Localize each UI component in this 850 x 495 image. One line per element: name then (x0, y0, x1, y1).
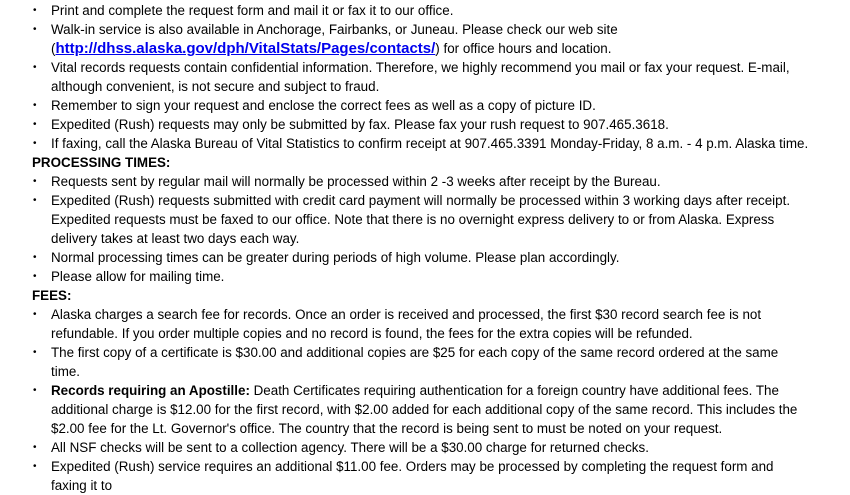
item-text: All NSF checks will be sent to a collection agency. There will be a $30.00 charge for returned checks. (51, 440, 649, 455)
item-text: If faxing, call the Alaska Bureau of Vital Statistics to confirm receipt at 907.465.3391 Monday-Friday, 8 a.m. - 4 p.m. Alaska time. (51, 136, 809, 151)
bullet-icon: • (33, 442, 37, 453)
item-text: Walk-in service is also available in Anchorage, Fairbanks, or Juneau. Please check our web site ( (51, 22, 618, 56)
bullet-icon: • (33, 100, 37, 111)
bullet-icon: • (33, 24, 37, 35)
bullet-icon: • (33, 385, 37, 396)
apostille-label: Records requiring an Apostille: (51, 383, 250, 398)
item-text: Expedited (Rush) requests submitted with credit card payment will normally be processed within 3 working days after receipt. Expedited requests must be faxed to our office. Note that there is no overnight express delivery to or from Alaska. Express delivery takes at least two days each way. (51, 193, 791, 246)
item-text: Alaska charges a search fee for records. Once an order is received and processed, the first $30 record search fee is not refundable. If you order multiple copies and no record is found, the fees for the extra copies will be refunded. (51, 307, 762, 341)
processing-item (32, 248, 810, 267)
intro-item (32, 58, 810, 96)
fees-item (32, 457, 810, 495)
bullet-icon: • (33, 5, 37, 16)
processing-times-heading: PROCESSING TIMES: (32, 155, 171, 170)
bullet-icon: • (33, 309, 37, 320)
bullet-icon: • (33, 138, 37, 149)
intro-item (32, 20, 810, 58)
item-text: Please allow for mailing time. (51, 269, 225, 284)
intro-item (32, 96, 810, 115)
document-content (32, 1, 810, 495)
bullet-icon: • (33, 461, 37, 472)
bullet-icon: • (33, 271, 37, 282)
item-text: Death Certificates requiring authentication for a foreign country have additional fees. The additional charge is $12.00 for the first record, with $2.00 added for each additional copy of the same record. This includes the $2.00 fee for the Lt. Governor's office. The country that the record is being sent to must be noted on your request. (51, 383, 798, 436)
bullet-icon: • (33, 195, 37, 206)
item-text: Vital records requests contain confidential information. Therefore, we highly recommend you mail or fax your request. E-mail, although convenient, is not secure and subject to fraud. (51, 60, 790, 94)
bullet-icon: • (33, 347, 37, 358)
item-text: Normal processing times can be greater during periods of high volume. Please plan accordingly. (51, 250, 620, 265)
processing-item (32, 172, 810, 191)
fees-item (32, 438, 810, 457)
bullet-icon: • (33, 176, 37, 187)
fees-item (32, 305, 810, 343)
intro-item (32, 134, 810, 153)
bullet-icon: • (33, 62, 37, 73)
fees-item (32, 343, 810, 381)
item-text: Expedited (Rush) service requires an additional $11.00 fee. Orders may be processed by completing the request form and faxing it to (51, 459, 774, 493)
item-text: The first copy of a certificate is $30.00 and additional copies are $25 for each copy of the same record ordered at the same time. (51, 345, 779, 379)
fees-item (32, 381, 810, 438)
processing-item (32, 267, 810, 286)
fees-heading: FEES: (32, 288, 72, 303)
item-text: ) for office hours and location. (435, 41, 612, 56)
item-text: Print and complete the request form and mail it or fax it to our office. (51, 3, 454, 18)
contacts-web-link[interactable]: http://dhss.alaska.gov/dph/VitalStats/Pages/contacts/ (55, 40, 436, 57)
processing-item (32, 191, 810, 248)
intro-item (32, 115, 810, 134)
bullet-icon: • (33, 252, 37, 263)
bullet-icon: • (33, 119, 37, 130)
item-text: Expedited (Rush) requests may only be submitted by fax. Please fax your rush request to 907.465.3618. (51, 117, 669, 132)
item-text: Requests sent by regular mail will normally be processed within 2 -3 weeks after receipt by the Bureau. (51, 174, 661, 189)
item-text: Remember to sign your request and enclose the correct fees as well as a copy of picture ID. (51, 98, 596, 113)
intro-item (32, 1, 810, 20)
